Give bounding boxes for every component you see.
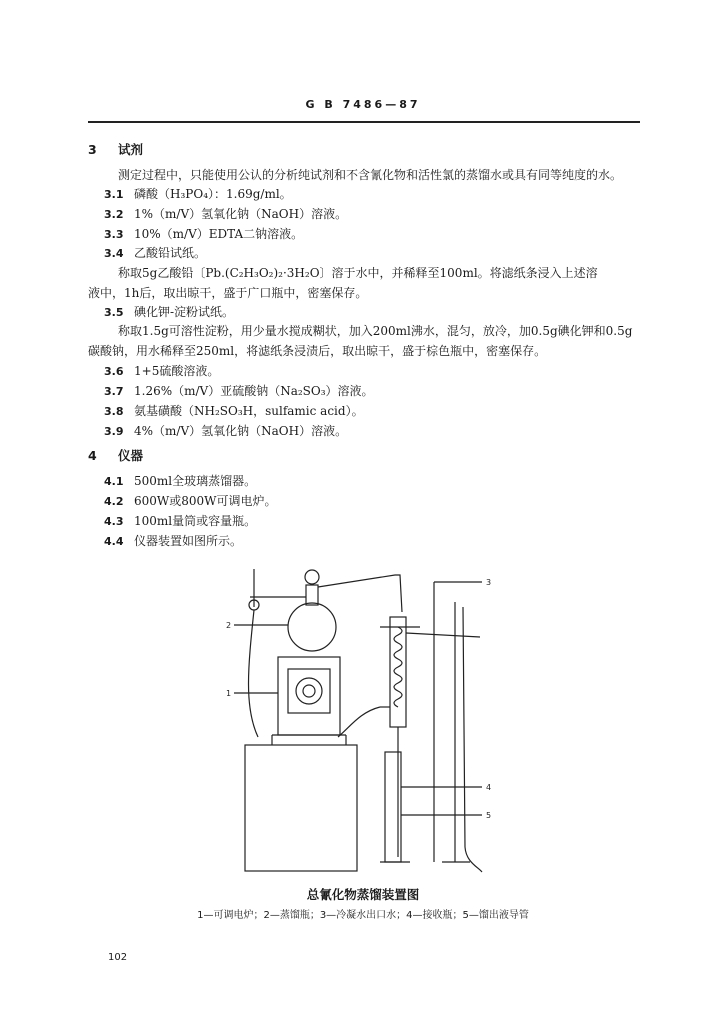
item-number: 4.2 <box>104 495 124 508</box>
item-number: 3.9 <box>104 425 124 438</box>
paragraph-line: 碳酸钠，用水稀释至250ml，将滤纸条浸渍后，取出晾干，盛于棕色瓶中，密塞保存。 <box>88 344 547 358</box>
list-item <box>104 492 276 509</box>
item-number: 3.5 <box>104 306 124 319</box>
list-item <box>104 205 347 222</box>
item-number: 3.8 <box>104 405 124 418</box>
figure-label-2: 2 <box>226 621 232 630</box>
section-4-heading <box>88 446 143 464</box>
list-item <box>104 402 364 419</box>
section-number: 3 <box>88 142 97 157</box>
item-text: 乙酸铅试纸。 <box>134 246 207 260</box>
header-rule <box>88 121 640 123</box>
item-text: 4%（m/V）氢氧化钠（NaOH）溶液。 <box>134 424 348 438</box>
item-text: 仪器装置如图所示。 <box>134 534 243 548</box>
figure-label-4: 4 <box>486 783 492 792</box>
condenser <box>390 617 406 727</box>
list-item <box>104 303 234 320</box>
figure-caption: 总氰化物蒸馏装置图 <box>306 887 420 902</box>
figure-label-5: 5 <box>486 811 492 820</box>
item-number: 3.6 <box>104 365 124 378</box>
list-item <box>104 512 256 529</box>
section-title: 试剂 <box>118 142 144 157</box>
list-item <box>104 225 303 242</box>
paragraph-line: 称取1.5g可溶性淀粉，用少量水搅成糊状，加入200ml沸水，混匀，放冷，加0.5g碘化钾和0.5g <box>118 324 633 338</box>
item-text: 1+5硫酸溶液。 <box>134 364 220 378</box>
receiving-flask <box>385 752 401 862</box>
item-number: 4.4 <box>104 535 124 548</box>
list-item <box>104 362 219 379</box>
section-number: 4 <box>88 448 97 463</box>
item-text: 500ml全玻璃蒸馏器。 <box>134 474 257 488</box>
item-text: 磷酸（H₃PO₄）：1.69g/ml。 <box>134 187 292 201</box>
item-number: 3.3 <box>104 228 124 241</box>
list-item <box>104 422 347 439</box>
item-number: 3.2 <box>104 208 124 221</box>
item-text: 10%（m/V）EDTA二钠溶液。 <box>134 227 304 241</box>
item-number: 4.3 <box>104 515 124 528</box>
section-3-intro: 测定过程中，只能使用公认的分析纯试剂和不含氰化物和活性氯的蒸馏水或具有同等纯度的水。 <box>118 168 623 182</box>
item-number: 3.7 <box>104 385 124 398</box>
control-knob <box>296 678 322 704</box>
distilling-flask <box>288 603 336 651</box>
list-item <box>104 532 242 549</box>
item-text: 100ml量筒或容量瓶。 <box>134 514 257 528</box>
paragraph-line: 称取5g乙酸铅〔Pb.(C₂H₃O₂)₂·3H₂O〕溶于水中，并稀释至100ml。将滤纸条浸入上述溶 <box>118 266 598 280</box>
section-3-heading <box>88 140 143 158</box>
item-text: 600W或800W可调电炉。 <box>134 494 277 508</box>
page-number: 102 <box>108 952 128 963</box>
list-item <box>104 244 206 261</box>
item-number: 4.1 <box>104 475 124 488</box>
item-text: 1%（m/V）氢氧化钠（NaOH）溶液。 <box>134 207 348 221</box>
distillation-apparatus-figure <box>220 557 510 877</box>
section-title: 仪器 <box>118 448 144 463</box>
standard-code: G B 7486—87 <box>305 98 421 111</box>
figure-label-3: 3 <box>486 578 492 587</box>
item-text: 1.26%（m/V）亚硫酸钠（Na₂SO₃）溶液。 <box>134 384 374 398</box>
hot-plate-base <box>245 745 357 871</box>
item-number: 3.4 <box>104 247 124 260</box>
paragraph-line: 液中，1h后，取出晾干，盛于广口瓶中，密塞保存。 <box>88 286 368 300</box>
list-item <box>104 382 374 399</box>
item-text: 氨基磺酸（NH₂SO₃H，sulfamic acid）。 <box>134 404 364 418</box>
list-item <box>104 472 256 489</box>
figure-label-1: 1 <box>226 689 232 698</box>
item-text: 碘化钾-淀粉试纸。 <box>134 305 235 319</box>
item-number: 3.1 <box>104 188 124 201</box>
list-item <box>104 185 292 202</box>
figure-legend: 1—可调电炉；2—蒸馏瓶；3—冷凝水出口水；4—接收瓶；5—馏出液导管 <box>197 910 529 921</box>
